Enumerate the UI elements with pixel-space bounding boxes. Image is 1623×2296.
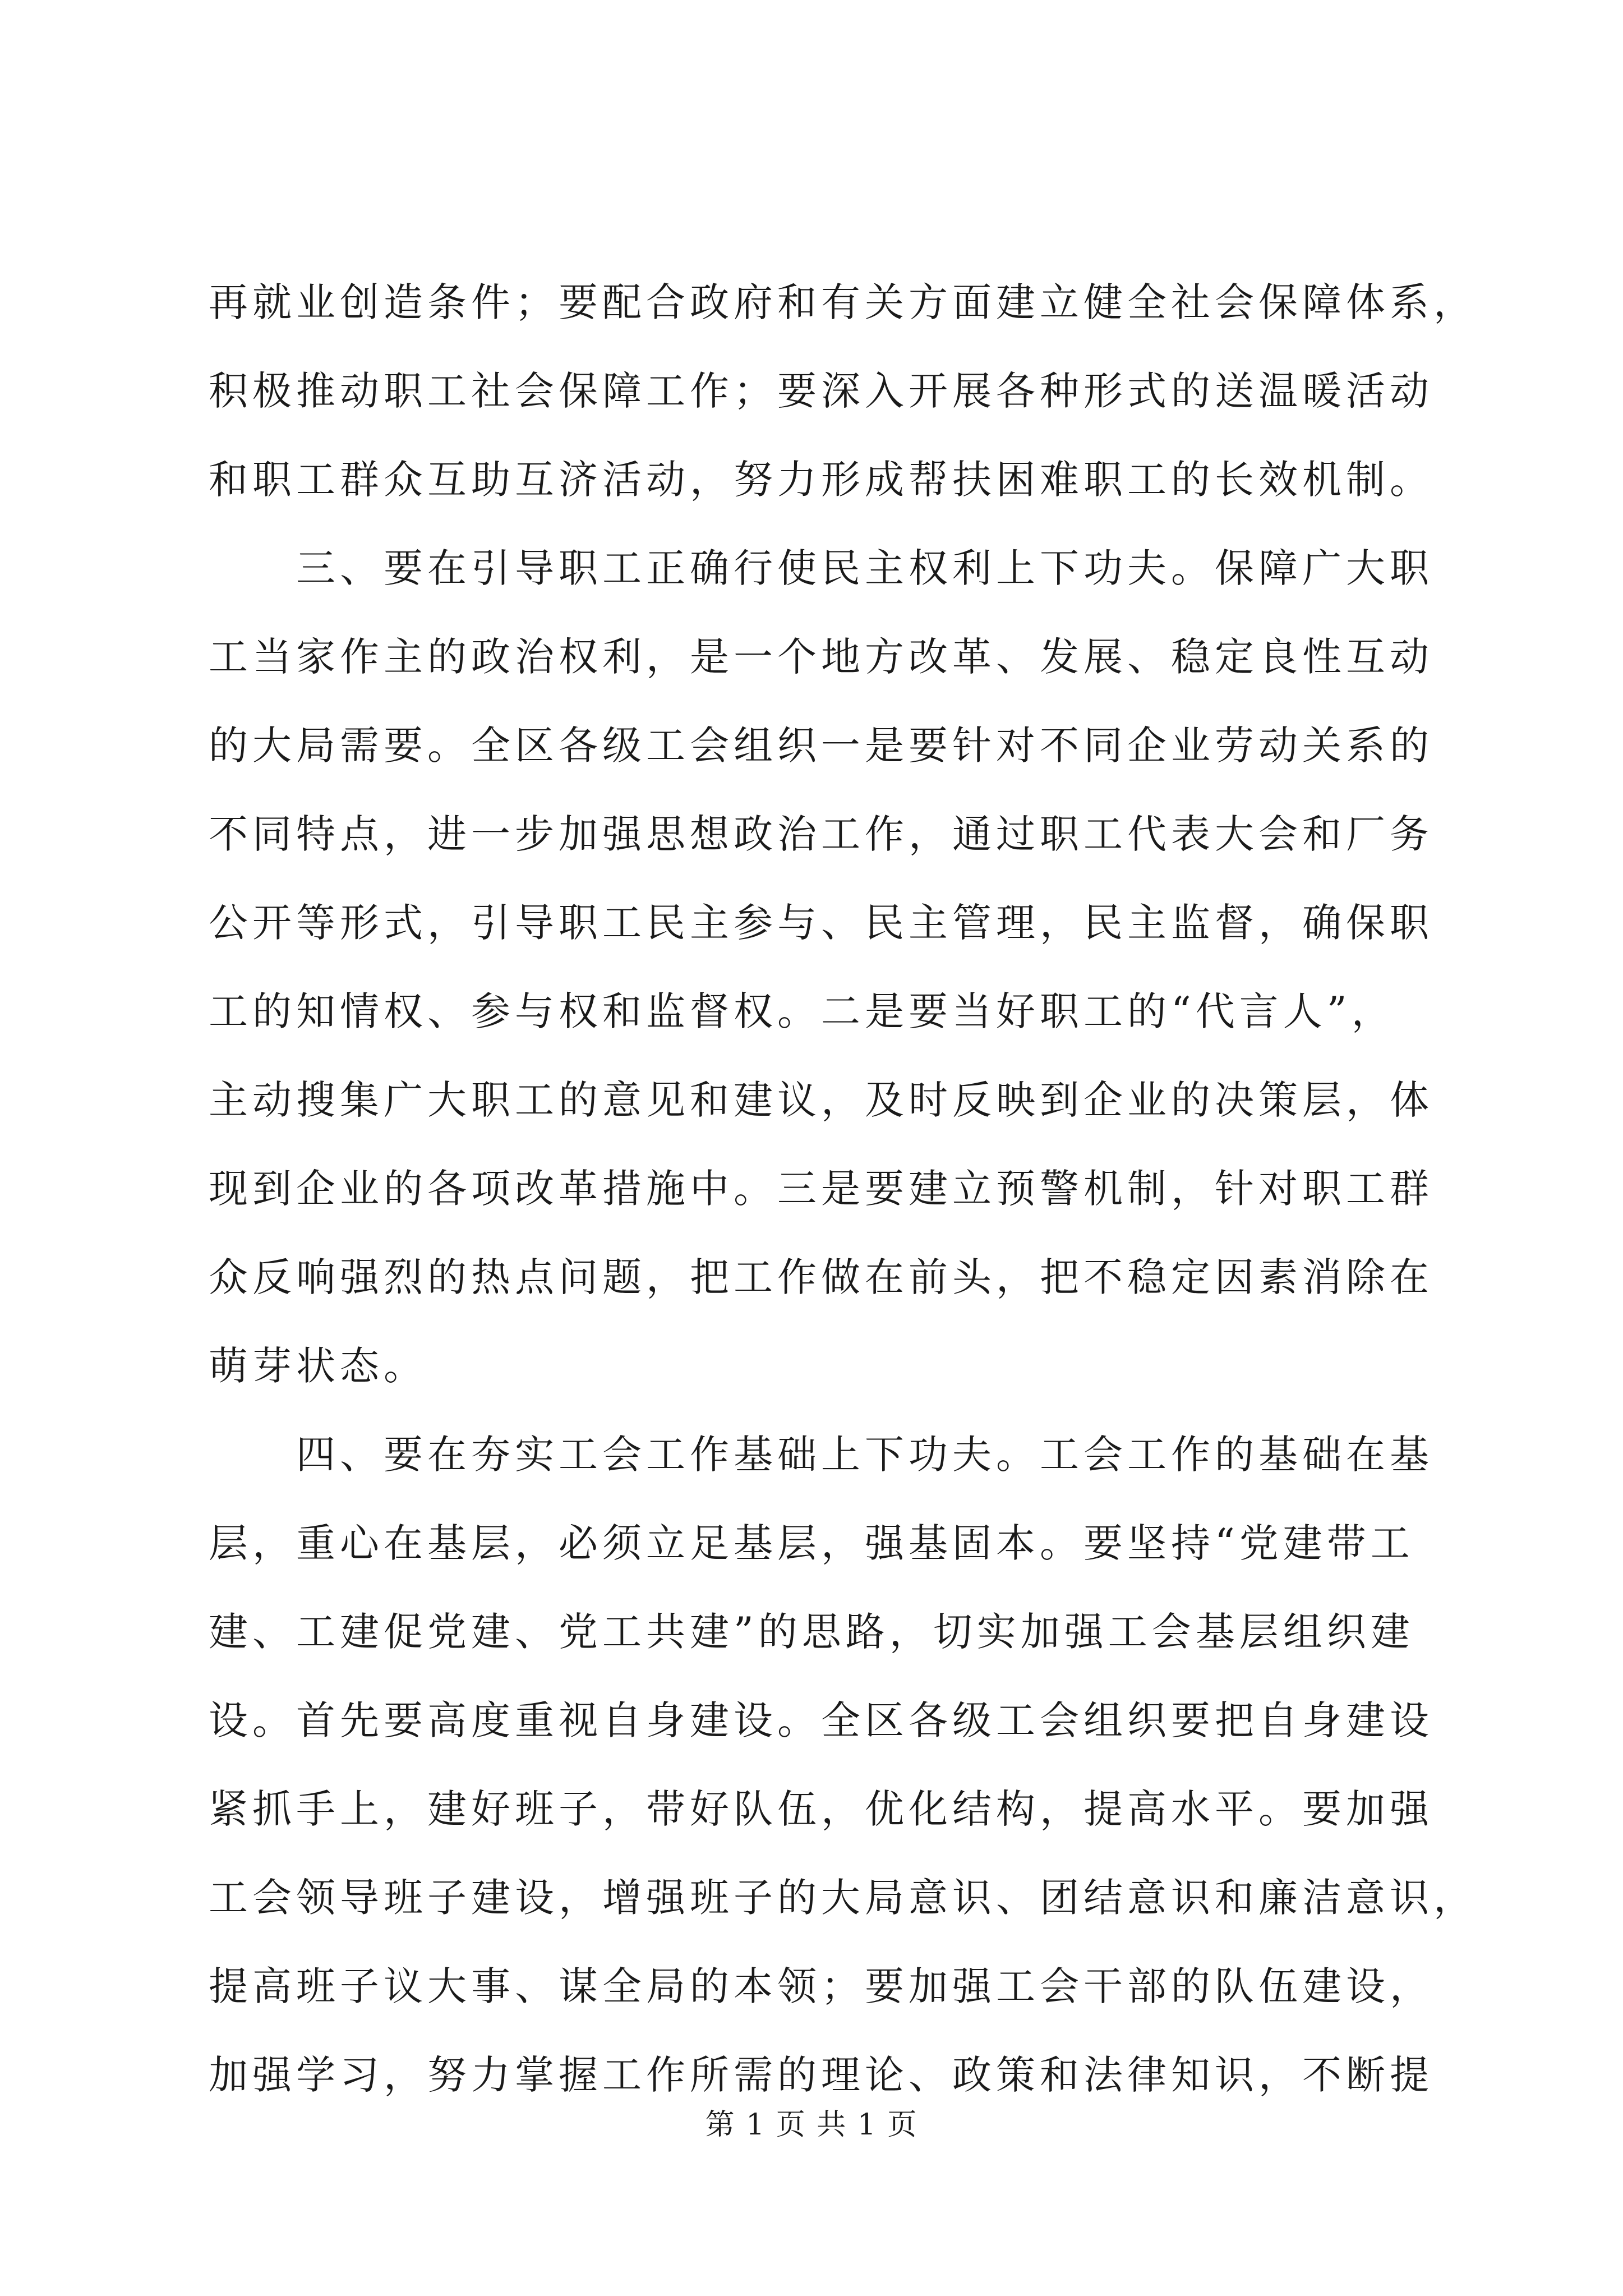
text-line: 提高班子议大事、谋全局的本领；要加强工会干部的队伍建设， [209,1963,1433,2009]
text-line: 加强学习，努力掌握工作所需的理论、政策和法律知识，不断提 [209,2052,1433,2098]
text-line: 再就业创造条件；要配合政府和有关方面建立健全社会保障体系， [209,279,1477,325]
text-line: 不同特点，进一步加强思想政治工作，通过职工代表大会和厂务 [209,811,1433,857]
page-footer: 第 1 页 共 1 页 [705,2108,918,2142]
paragraph-first-line: 四、要在夯实工会工作基础上下功夫。工会工作的基础在基 [296,1432,1433,1478]
text-line: 主动搜集广大职工的意见和建议，及时反映到企业的决策层，体 [209,1077,1433,1123]
text-line: 现到企业的各项改革措施中。三是要建立预警机制，针对职工群 [209,1166,1433,1212]
document-body [209,258,1477,2119]
text-line: 公开等形式，引导职工民主参与、民主管理，民主监督，确保职 [209,900,1433,946]
text-line: 工会领导班子建设，增强班子的大局意识、团结意识和廉洁意识， [209,1875,1477,1921]
text-line: 萌芽状态。 [209,1343,427,1389]
text-line: 和职工群众互助互济活动，努力形成帮扶困难职工的长效机制。 [209,457,1433,503]
text-line: 众反响强烈的热点问题，把工作做在前头，把不稳定因素消除在 [209,1254,1433,1300]
text-line: 积极推动职工社会保障工作；要深入开展各种形式的送温暖活动 [209,368,1433,414]
text-line: 设。首先要高度重视自身建设。全区各级工会组织要把自身建设 [209,1697,1433,1743]
text-line: 建、工建促党建、党工共建”的思路，切实加强工会基层组织建 [209,1609,1414,1655]
paragraph-first-line: 三、要在引导职工正确行使民主权利上下功夫。保障广大职 [296,545,1433,591]
text-line: 层，重心在基层，必须立足基层，强基固本。要坚持“党建带工 [209,1520,1414,1566]
text-line: 工的知情权、参与权和监督权。二是要当好职工的“代言人”， [209,988,1395,1034]
text-line: 工当家作主的政治权利，是一个地方改革、发展、稳定良性互动 [209,634,1433,680]
text-line: 的大局需要。全区各级工会组织一是要针对不同企业劳动关系的 [209,723,1433,769]
text-line: 紧抓手上，建好班子，带好队伍，优化结构，提高水平。要加强 [209,1786,1433,1832]
